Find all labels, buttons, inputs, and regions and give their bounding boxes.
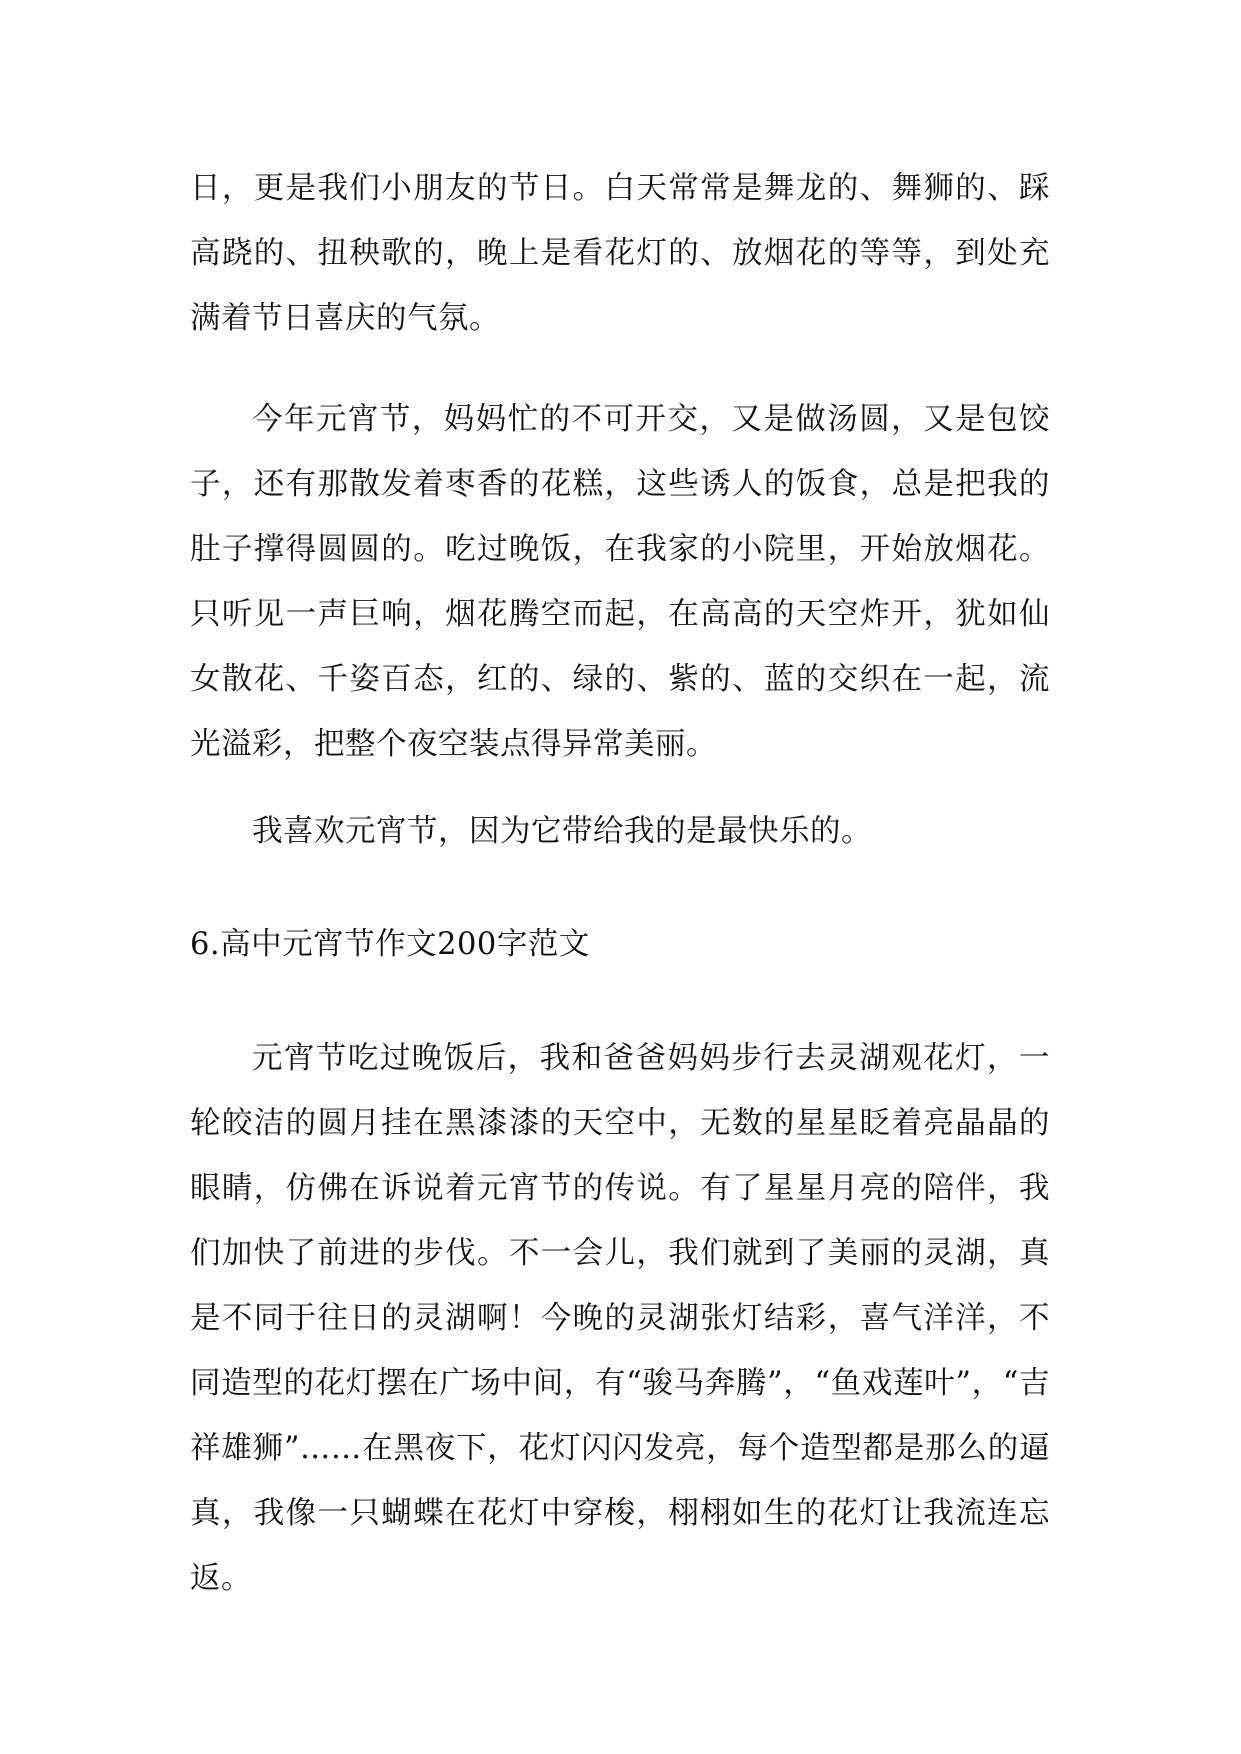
paragraph-fireworks: 今年元宵节，妈妈忙的不可开交，又是做汤圆，又是包饺子，还有那散发着枣香的花糕，这些诱人的饭食，总是把我的肚子撑得圆圆的。吃过晚饭，在我家的小院里，开始放烟花。只听见一声巨响，烟花腾空而起，在高高的天空炸开，犹如仙女散花、千姿百态，红的、绿的、紫的、蓝的交织在一起，流光溢彩，把整个夜空装点得异常美丽。 (190, 402, 1050, 762)
paragraph-conclusion: 我喜欢元宵节，因为它带给我的是最快乐的。 (252, 814, 872, 849)
paragraph-festival-activities: 日，更是我们小朋友的节日。白天常常是舞龙的、舞狮的、踩高跷的、扭秧歌的，晚上是看花灯的、放烟花的等等，到处充满着节日喜庆的气氛。 (190, 171, 1050, 336)
section-heading: 6.高中元宵节作文200字范文 (190, 927, 590, 962)
paragraph-lantern-viewing: 元宵节吃过晚饭后，我和爸爸妈妈步行去灵湖观花灯，一轮皎洁的圆月挂在黑漆漆的天空中，无数的星星眨着亮晶晶的眼睛，仿佛在诉说着元宵节的传说。有了星星月亮的陪伴，我们加快了前进的步伐。不一会儿，我们就到了美丽的灵湖，真是不同于往日的灵湖啊！今晚的灵湖张灯结彩，喜气洋洋，不同造型的花灯摆在广场中间，有“骏马奔腾”，“鱼戏莲叶”，“吉祥雄狮”……在黑夜下，花灯闪闪发亮，每个造型都是那么的逼真，我像一只蝴蝶在花灯中穿梭，栩栩如生的花灯让我流连忘返。 (190, 1041, 1050, 1596)
